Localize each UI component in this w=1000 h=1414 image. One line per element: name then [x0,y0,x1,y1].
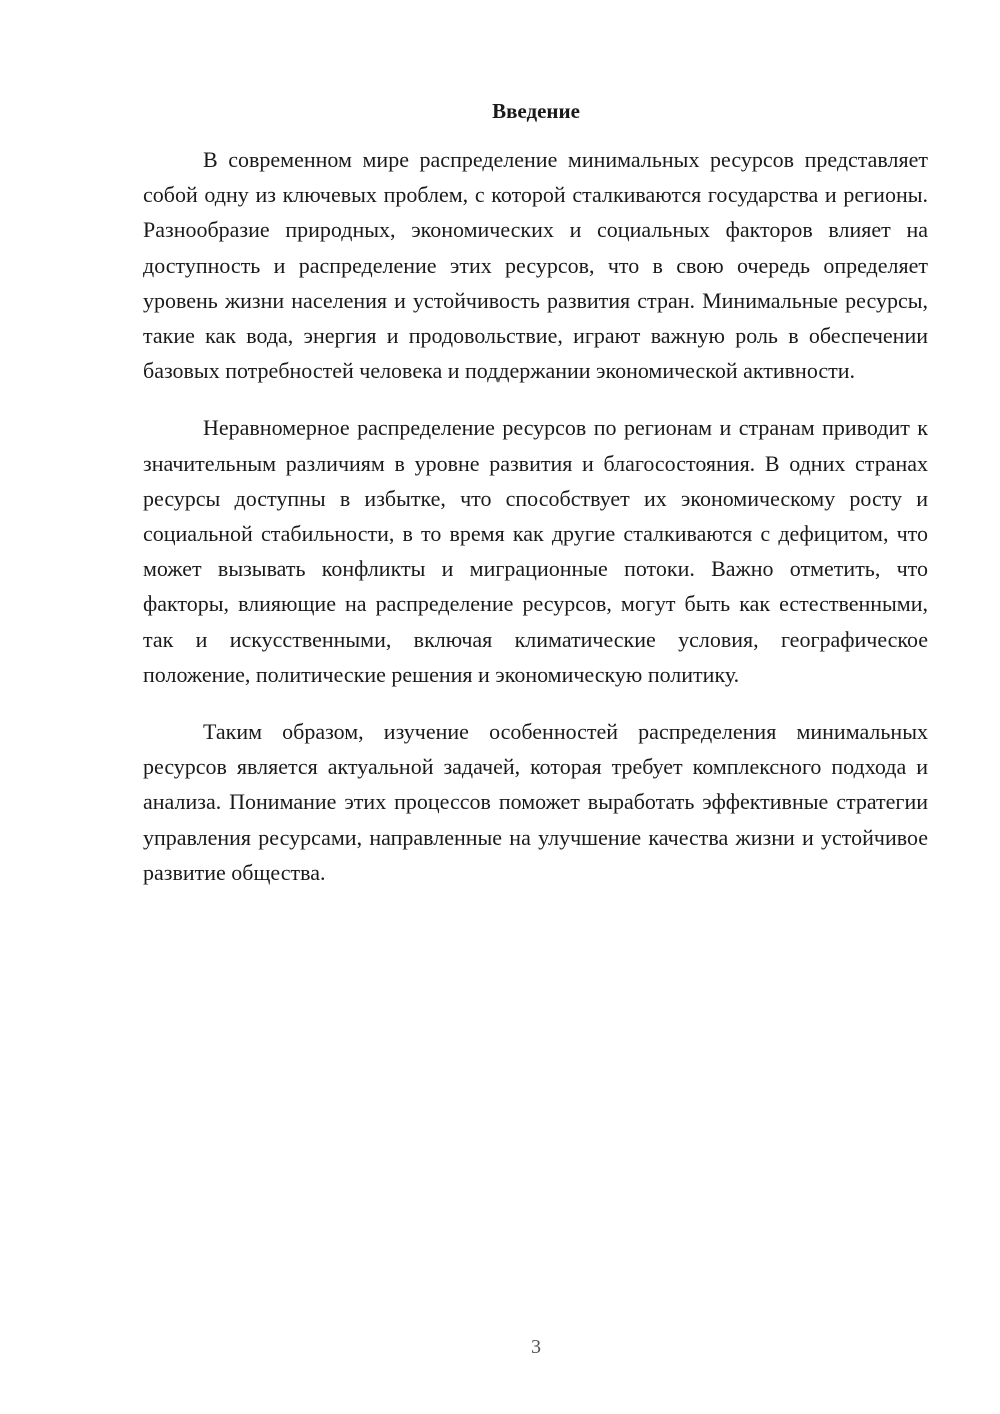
paragraph-1: В современном мире распределение минимальных ресурсов представляет собой одну из ключевых проблем, с которой сталкиваются государства и регионы. Разнообразие природных, экономических и социальных факторов влияет на доступность и распределение этих ресурсов, что в свою очередь определяет уровень жизни населения и устойчивость развития стран. Минимальные ресурсы, такие как вода, энергия и продовольствие, играют важную роль в обеспечении базовых потребностей человека и поддержании экономической активности. [143,147,928,384]
paragraph-2: Неравномерное распределение ресурсов по регионам и странам приводит к значительным различиям в уровне развития и благосостояния. В одних странах ресурсы доступны в избытке, что способствует их экономическому росту и социальной стабильности, в то время как другие сталкиваются с дефицитом, что может вызывать конфликты и миграционные потоки. Важно отметить, что факторы, влияющие на распределение ресурсов, могут быть как естественными, так и искусственными, включая климатические условия, географическое положение, политические решения и экономическую политику. [143,415,928,687]
paragraph-3: Таким образом, изучение особенностей распределения минимальных ресурсов является актуальной задачей, которая требует комплексного подхода и анализа. Понимание этих процессов поможет выработать эффективные стратегии управления ресурсами, направленные на улучшение качества жизни и устойчивое развитие общества. [143,719,928,885]
body-text [143,142,928,912]
page-number: 3 [531,1336,541,1358]
page-title: Введение [492,99,580,123]
